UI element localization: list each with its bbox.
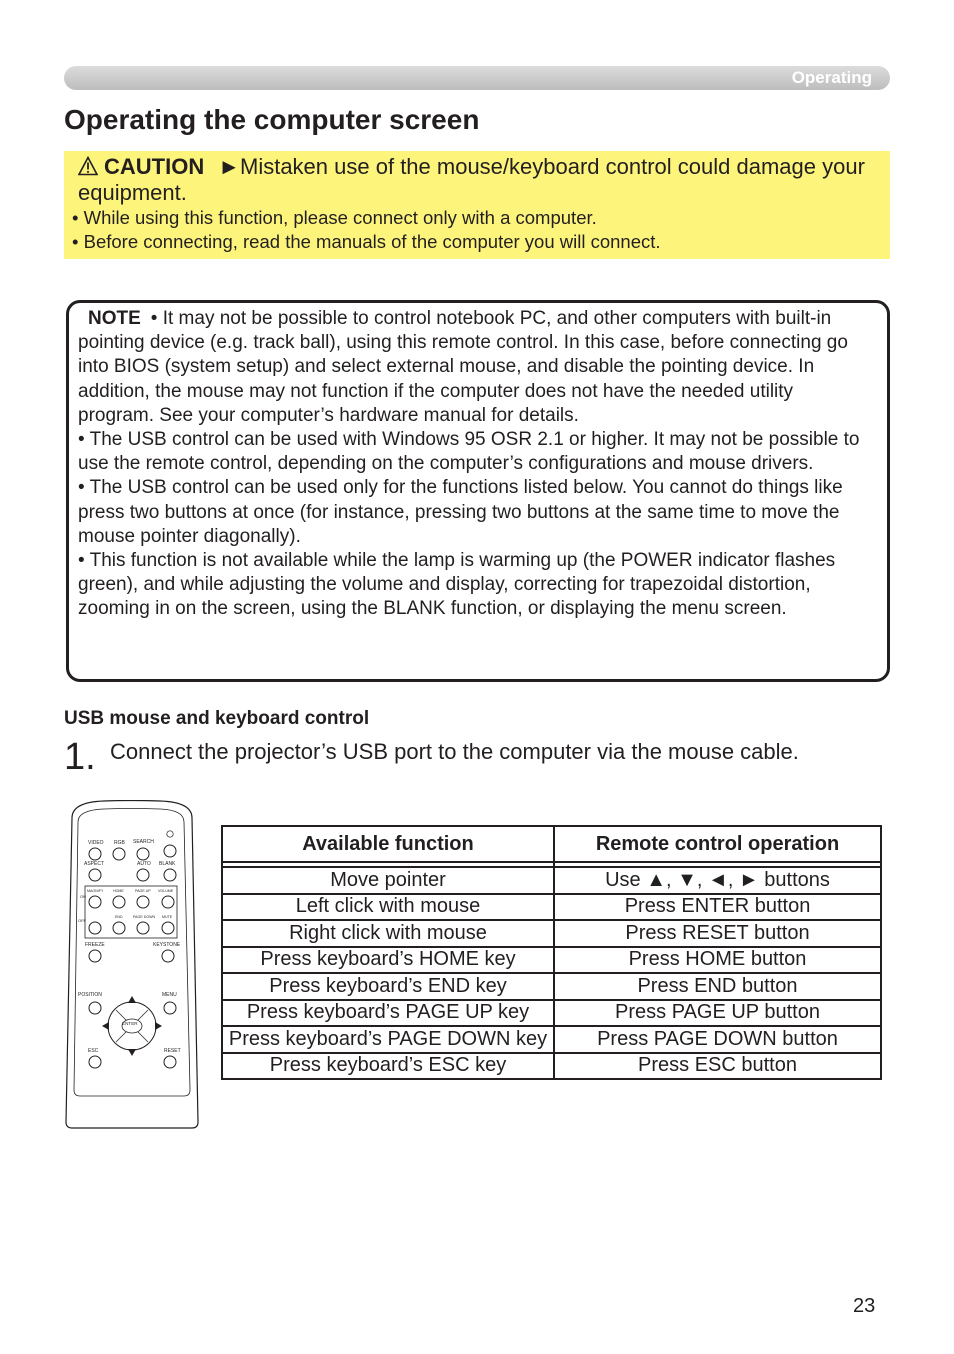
remote-label-enter: ENTER [122,1021,138,1026]
remote-label-page-up: PAGE UP [135,889,151,893]
remote-label-page-down: PAGE DOWN [133,915,156,919]
column-header: Available function [222,826,554,862]
caution-label: CAUTION [104,154,205,179]
table-row: Move pointer Use ▲, ▼, ◄, ► buttons [222,867,881,894]
remote-label-menu: MENU [162,992,177,998]
note-paragraph: • The USB control can be used only for the functions listed below. You cannot do things like press two buttons at once (for instance, pressing two buttons at the same time to move the mouse pointer diagonally). [78,477,843,547]
caution-arrow: ► [218,154,240,179]
remote-label-volume: VOLUME [158,889,174,893]
note-paragraph: • This function is not available while the lamp is warming up (the POWER indicator flashes green), and while adjusting the volume and display, correcting for trapezoidal distortion, zooming in on the screen, using the BLANK function, or displaying the menu screen. [78,550,836,620]
section-heading: USB mouse and keyboard control [64,708,370,729]
remote-label-video: VIDEO [88,840,104,846]
remote-label-mute: MUTE [162,915,173,919]
warning-triangle-icon [78,156,98,176]
caution-text: Mistaken use of the mouse/keyboard control could damage your equipment. [78,154,865,205]
note-box [66,300,890,682]
remote-label-off: OFF [78,918,86,923]
remote-label-auto: AUTO [137,861,151,867]
remote-label-position: POSITION [78,992,102,998]
remote-label-keystone: KEYSTONE [153,942,181,948]
table-row: Press keyboard’s PAGE DOWN key Press PAGE DOWN button [222,1026,881,1053]
section-header-bar [64,66,890,90]
page-title: Operating the computer screen [64,104,480,135]
remote-label-reset: RESET [164,1048,181,1054]
function-table [221,825,882,1080]
remote-label-home: HOME [113,889,124,893]
remote-label-aspect: ASPECT [84,861,105,867]
table-row: Press keyboard’s PAGE UP key Press PAGE UP button [222,1000,881,1027]
column-header: Remote control operation [554,826,881,862]
remote-label-esc: ESC [88,1048,99,1054]
table-row: Press keyboard’s ESC key Press ESC button [222,1053,881,1080]
section-label: Operating [791,68,872,87]
remote-label-magnify: MAGNIFY [87,889,104,893]
table-row: Press keyboard’s HOME key Press HOME button [222,947,881,974]
step-text: Connect the projector’s USB port to the computer via the mouse cable. [110,739,799,764]
caution-bullet: • While using this function, please connect only with a computer. [72,207,597,228]
remote-label-end: END [115,915,123,919]
page-number: 23 [853,1295,876,1317]
remote-control-illustration [64,800,200,1130]
note-paragraph: • The USB control can be used with Windows 95 OSR 2.1 or higher. It may not be possible to use the remote control, depending on the computer’s configurations and mouse drivers. [78,429,860,475]
step-number: 1. [64,736,96,778]
note-label: NOTE [88,308,141,329]
note-paragraph: NOTE • It may not be possible to control notebook PC, and other computers with built-in pointing device (e.g. track ball), using this remote control. In this case, before connecting go into BIOS (system setup) and select external mouse, and disable the pointing device. In addition, the mouse may not function if the computer does not have the needed utility program. See your computer’s hardware manual for details. [78,308,848,426]
caution-box [64,151,890,259]
remote-label-search: SEARCH [133,839,154,845]
remote-label-on: ON [80,894,86,899]
remote-label-blank: BLANK [159,861,176,867]
note-text [78,307,873,622]
remote-label-freeze: FREEZE [85,942,105,948]
table-row: Right click with mouse Press RESET button [222,920,881,947]
table-row: Press keyboard’s END key Press END button [222,973,881,1000]
remote-label-rgb: RGB [114,840,125,846]
table-header-row [222,826,881,862]
table-row: Left click with mouse Press ENTER button [222,894,881,921]
caution-bullet: • Before connecting, read the manuals of the computer you will connect. [72,231,661,252]
caution-main [78,154,868,206]
